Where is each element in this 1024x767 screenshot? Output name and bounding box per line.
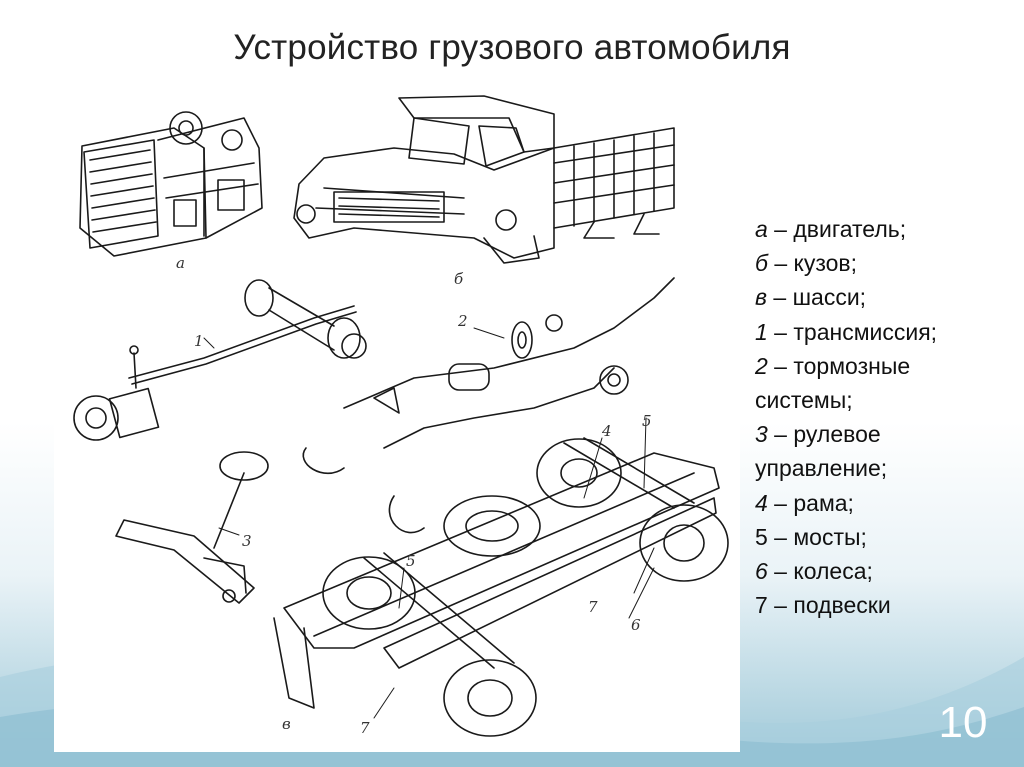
- legend-item: 2 – тормозные: [755, 352, 911, 379]
- figure-label-1: 1: [194, 332, 204, 350]
- figure-label-4: 4: [602, 422, 612, 440]
- legend-item: 1 – трансмиссия;: [755, 318, 938, 345]
- legend-item: системы;: [755, 387, 853, 414]
- legend-item: 4 – рама;: [755, 489, 854, 516]
- transmission-drawing: [74, 280, 366, 440]
- legend-item: 7 – подвески: [755, 592, 891, 619]
- legend-item: в – шасси;: [755, 284, 867, 311]
- steering-drawing: [116, 452, 268, 603]
- figure-label-5-top: 5: [642, 412, 652, 430]
- figure-label-5-bottom: 5: [406, 552, 416, 570]
- legend-item: а – двигатель;: [755, 216, 907, 242]
- figure-label-7-left: 7: [360, 719, 370, 737]
- page-number: 10: [938, 698, 988, 747]
- figure-label-v: в: [282, 715, 291, 733]
- slide-title: Устройство грузового автомобиля: [233, 28, 791, 67]
- truck-diagram: [54, 88, 740, 752]
- truck-body-drawing: [294, 96, 674, 263]
- truck-diagram-panel: [54, 88, 740, 752]
- chassis-drawing: [274, 438, 728, 736]
- legend-item: 5 – мосты;: [755, 523, 867, 550]
- figure-label-7-right: 7: [588, 598, 598, 616]
- legend-item: 3 – рулевое: [755, 421, 881, 448]
- callout-lines: [204, 328, 654, 718]
- legend-item: б – кузов;: [755, 250, 858, 277]
- figure-label-3: 3: [242, 532, 252, 550]
- figure-label-2: 2: [458, 312, 468, 330]
- engine-drawing: [80, 112, 262, 256]
- brake-system-drawing: [303, 278, 674, 533]
- figure-label-b: б: [454, 270, 464, 288]
- figure-label-a: а: [176, 254, 185, 272]
- legend-list: [755, 212, 1015, 622]
- legend-item: 6 – колеса;: [755, 558, 873, 585]
- figure-label-6: 6: [631, 616, 641, 634]
- legend-item: управление;: [755, 455, 888, 482]
